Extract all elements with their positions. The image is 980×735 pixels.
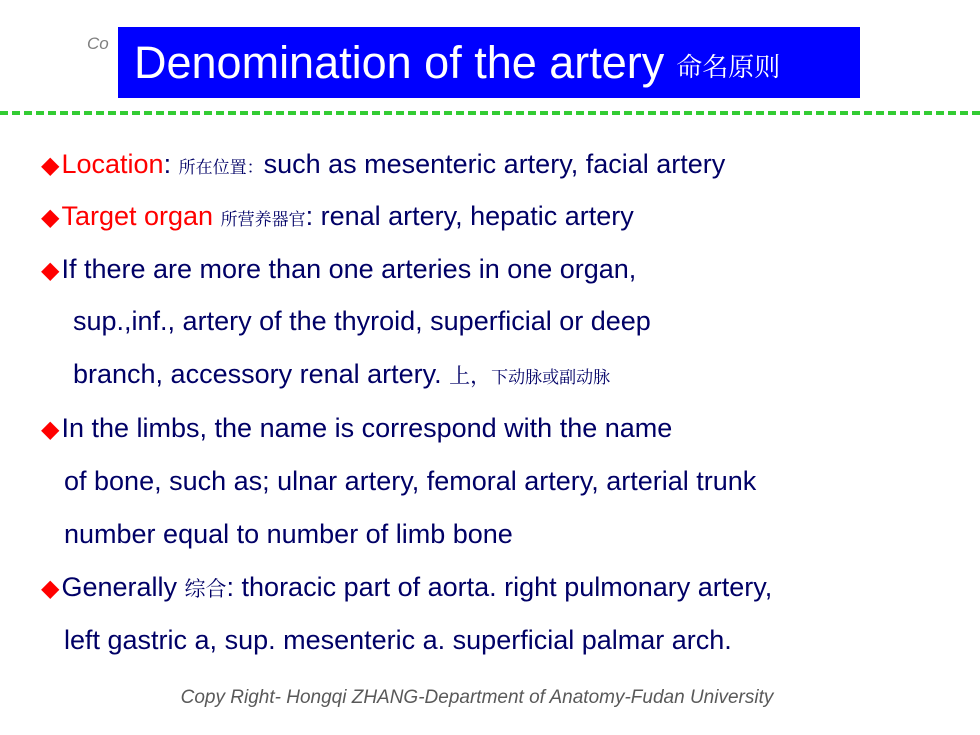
- diamond-bullet-icon: ◆: [41, 257, 60, 284]
- bullet-item-multiple-arteries: [41, 254, 636, 285]
- diamond-bullet-icon: ◆: [41, 152, 60, 179]
- item-text: number equal to number of limb bone: [64, 519, 513, 549]
- item-text: : thoracic part of aorta. right pulmonary artery,: [226, 572, 773, 602]
- copyright-footer: Copy Right- Hongqi ZHANG-Department of Anatomy-Fudan University: [180, 687, 774, 708]
- bullet-item-location: [41, 149, 725, 180]
- item-continuation-line: [73, 359, 610, 390]
- item-text: Generally: [61, 572, 185, 602]
- slide-title: [118, 27, 860, 98]
- item-continuation-line: [64, 466, 756, 497]
- item-text: sup.,inf., artery of the thyroid, superficial or deep: [73, 306, 651, 336]
- diamond-bullet-icon: ◆: [41, 204, 60, 231]
- bullet-item-limbs: [41, 413, 672, 444]
- dashed-divider: [0, 111, 980, 115]
- item-chinese-text: 综合: [184, 578, 227, 601]
- item-label: Location: [61, 149, 164, 179]
- item-text: left gastric a, sup. mesenteric a. superficial palmar arch.: [64, 625, 732, 655]
- item-text: In the limbs, the name is correspond with the name: [61, 413, 673, 443]
- diamond-bullet-icon: ◆: [41, 416, 60, 443]
- item-chinese-text: 所营养器官: [220, 210, 306, 229]
- item-continuation-line: [73, 306, 651, 337]
- item-continuation-line: [64, 625, 732, 656]
- title-chinese-text: 命名原则: [676, 52, 781, 82]
- item-text: branch, accessory renal artery.: [73, 359, 442, 389]
- item-text: If there are more than one arteries in one organ,: [61, 254, 637, 284]
- item-text: of bone, such as; ulnar artery, femoral artery, arterial trunk: [64, 466, 757, 496]
- item-text: : renal artery, hepatic artery: [305, 201, 634, 231]
- item-chinese-text: 下动脉或副动脉: [491, 368, 611, 387]
- title-text: Denomination of the artery: [134, 36, 665, 88]
- bullet-item-generally: [41, 572, 772, 603]
- item-separator: :: [163, 149, 179, 179]
- item-continuation-line: [64, 519, 513, 550]
- ghost-header-text: Co: [87, 34, 109, 53]
- item-chinese-text: 上，: [449, 365, 492, 388]
- bullet-item-target-organ: [41, 201, 634, 232]
- item-separator: [213, 201, 221, 231]
- item-text: such as mesenteric artery, facial artery: [263, 149, 726, 179]
- item-chinese-text: 所在位置：: [178, 158, 264, 177]
- item-label: Target organ: [61, 201, 214, 231]
- diamond-bullet-icon: ◆: [41, 575, 60, 602]
